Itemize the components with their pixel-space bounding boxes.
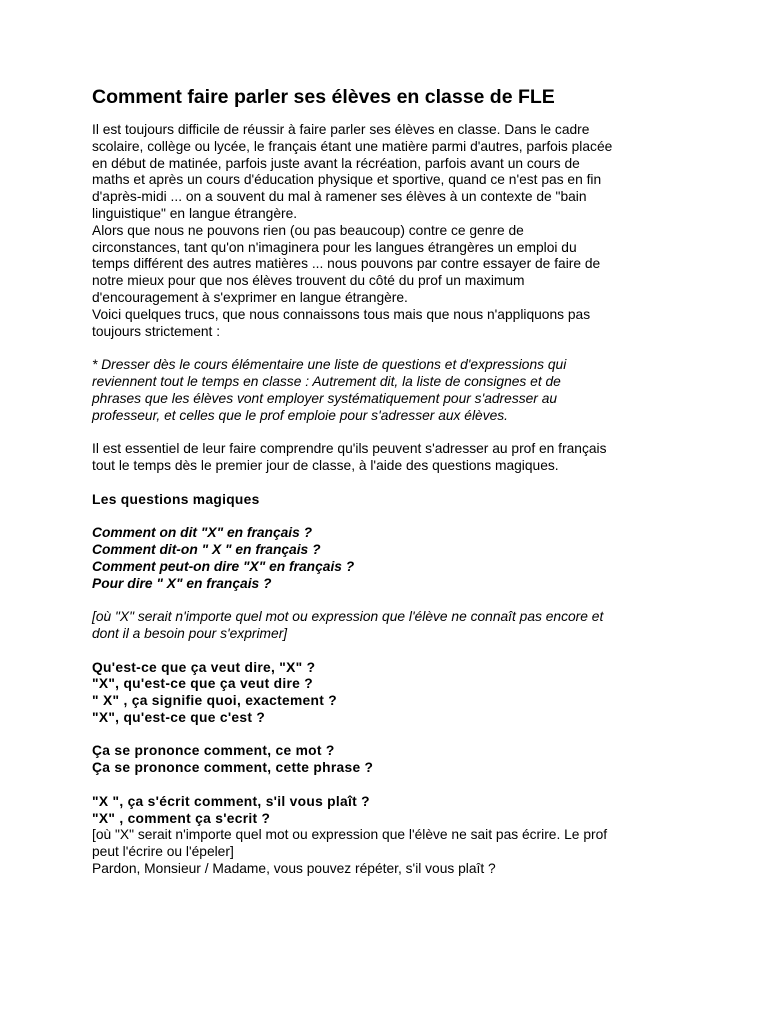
meaning-questions-list <box>92 660 684 727</box>
text-line: [où "X" serait n'importe quel mot ou expression que l'élève ne connaît pas encore et <box>92 609 604 625</box>
paragraph-spacer <box>92 643 684 660</box>
spelling-question: "X ", ça s'écrit comment, s'il vous plaît ? <box>92 793 370 809</box>
essential-paragraph <box>92 441 684 475</box>
magic-question: Comment on dit "X" en français ? <box>92 525 313 541</box>
text-line: temps différent des autres matières ... nous pouvons par contre essayer de faire de <box>92 256 601 272</box>
text-line: * Dresser dès le cours élémentaire une liste de questions et d'expressions qui <box>92 357 567 373</box>
text-line: en début de matinée, parfois juste avant la récréation, parfois avant un cours de <box>92 155 580 171</box>
text-line: Il est toujours difficile de réussir à faire parler ses élèves en classe. Dans le cadre <box>92 122 590 137</box>
tip-paragraph <box>92 357 684 424</box>
intro-paragraph <box>92 122 684 340</box>
text-line: linguistique" en langue étrangère. <box>92 205 298 221</box>
text-line: dont il a besoin pour s'exprimer] <box>92 625 288 641</box>
note-paragraph-unknown-word <box>92 609 684 643</box>
section-heading-text: Les questions magiques <box>92 491 260 507</box>
magic-questions-list <box>92 525 684 592</box>
document-page <box>92 84 684 878</box>
text-line: peut l'écrire ou l'épeler] <box>92 844 234 860</box>
magic-question: Pour dire " X" en français ? <box>92 575 272 591</box>
section-heading <box>92 492 684 509</box>
paragraph-spacer <box>92 727 684 744</box>
text-line: reviennent tout le temps en classe : Autrement dit, la liste de consignes et de <box>92 373 561 389</box>
note-paragraph-spelling <box>92 827 684 877</box>
meaning-question: "X", qu'est-ce que ça veut dire ? <box>92 676 314 692</box>
document-body <box>92 122 684 878</box>
magic-question: Comment dit-on " X " en français ? <box>92 541 321 557</box>
text-line: Pardon, Monsieur / Madame, vous pouvez répéter, s'il vous plaît ? <box>92 861 496 877</box>
pronunciation-question: Ça se prononce comment, ce mot ? <box>92 743 335 759</box>
text-line: circonstances, tant qu'on n'imaginera pour les langues étrangères un emploi du <box>92 239 577 255</box>
magic-question: Comment peut-on dire "X" en français ? <box>92 558 355 574</box>
document-title: Comment faire parler ses élèves en classe de FLE <box>92 86 555 108</box>
text-line: notre mieux pour que nos élèves trouvent du côté du prof un maximum <box>92 273 525 289</box>
text-line: [où "X" serait n'importe quel mot ou expression que l'élève ne sait pas écrire. Le prof <box>92 827 608 843</box>
text-line: Alors que nous ne pouvons rien (ou pas beaucoup) contre ce genre de <box>92 222 524 238</box>
text-line: Il est essentiel de leur faire comprendre qu'ils peuvent s'adresser au prof en français <box>92 441 607 457</box>
paragraph-spacer <box>92 340 684 357</box>
spelling-question: "X" , comment ça s'ecrit ? <box>92 810 271 826</box>
paragraph-spacer <box>92 424 684 441</box>
spelling-questions-list <box>92 794 684 828</box>
text-line: Voici quelques trucs, que nous connaissons tous mais que nous n'appliquons pas <box>92 306 591 322</box>
text-line: scolaire, collège ou lycée, le français étant une matière parmi d'autres, parfois placée <box>92 138 613 154</box>
meaning-question: "X", qu'est-ce que c'est ? <box>92 709 266 725</box>
text-line: tout le temps dès le premier jour de classe, à l'aide des questions magiques. <box>92 457 559 473</box>
meaning-question: " X" , ça signifie quoi, exactement ? <box>92 693 337 709</box>
pronunciation-questions-list <box>92 743 684 777</box>
pronunciation-question: Ça se prononce comment, cette phrase ? <box>92 760 374 776</box>
paragraph-spacer <box>92 475 684 492</box>
text-line: d'après-midi ... on a souvent du mal à ramener ses élèves à un contexte de "bain <box>92 189 587 205</box>
paragraph-spacer <box>92 508 684 525</box>
text-line: phrases que les élèves vont employer systématiquement pour s'adresser au <box>92 390 558 406</box>
meaning-question: Qu'est-ce que ça veut dire, "X" ? <box>92 659 316 675</box>
text-line: toujours strictement : <box>92 323 221 339</box>
text-line: professeur, et celles que le prof emploie pour s'adresser aux élèves. <box>92 407 509 423</box>
paragraph-spacer <box>92 592 684 609</box>
text-line: maths et après un cours d'éducation physique et sportive, quand ce n'est pas en fin <box>92 172 602 188</box>
text-line: d'encouragement à s'exprimer en langue étrangère. <box>92 289 408 305</box>
paragraph-spacer <box>92 777 684 794</box>
